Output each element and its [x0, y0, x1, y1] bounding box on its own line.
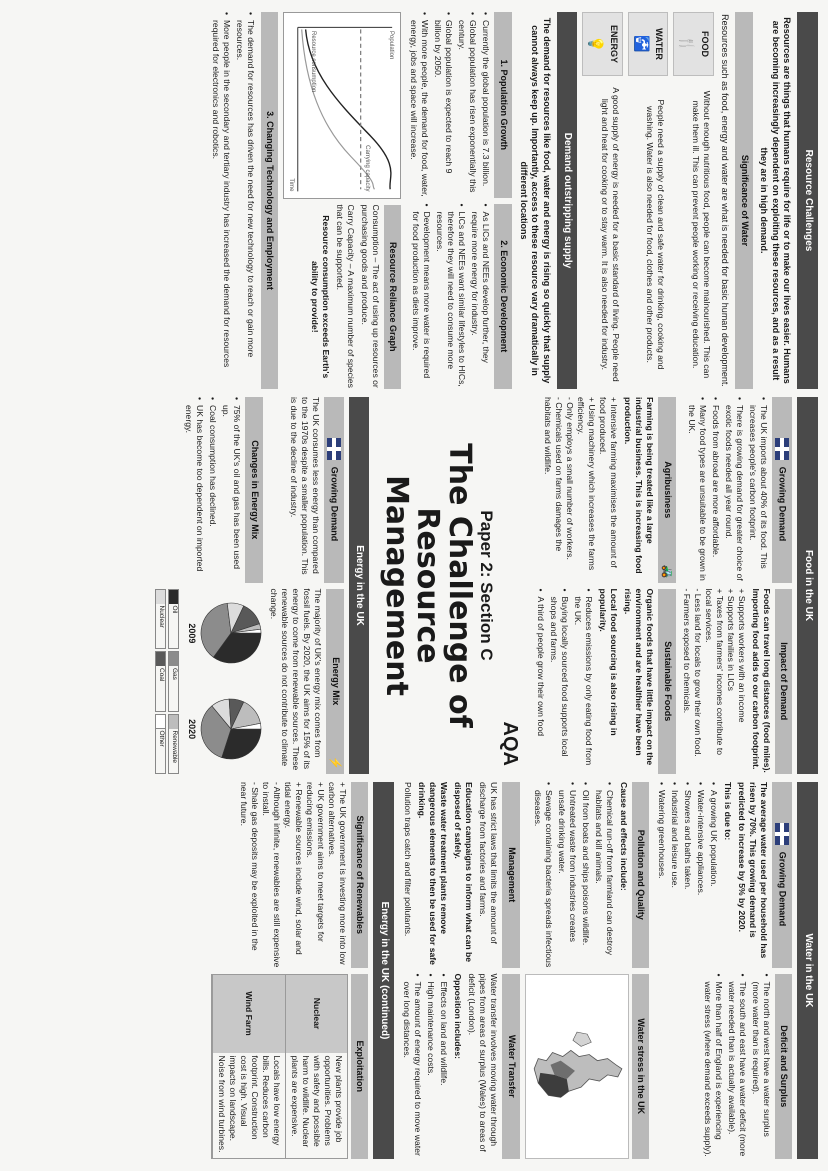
population-growth-list: [407, 12, 492, 198]
graph-label-capacity: Carrying capacity: [364, 145, 371, 192]
energy-mix-header: [326, 589, 344, 775]
swatch-renewable: [170, 715, 179, 729]
resource-challenges-intro: Resources are things that humans require for life or to make our lives easier. Humans are becoming increasingly dependent on exploiting these resources, and as a result they are in high demand.: [759, 17, 793, 384]
water-growing-title: Growing Demand: [777, 851, 788, 927]
opposition-list: [399, 974, 449, 1160]
legend-label: Nuclear: [158, 605, 166, 628]
economic-development-header: [495, 204, 513, 390]
energy-growing-text: The UK consumes less energy than compared to the 1970s despite a smaller population. This is due to the decline of industry.: [288, 397, 321, 575]
list-item: • More people in the secondary and tertiary industry has increased the demand for resources required for electronics and robotics.: [210, 12, 232, 389]
food-growing-title: Growing Demand: [777, 466, 788, 542]
food-growing-header: [772, 397, 792, 583]
swatch-nuclear: [157, 590, 166, 604]
technology-header: [261, 12, 279, 389]
demand-title: Demand outstripping supply: [562, 132, 574, 269]
list-item: • Currently the global population is 7.3 billion.: [481, 12, 492, 198]
list-item: • 75% of the UK's oil and gas has been used up.: [221, 397, 243, 583]
right-column: [10, 782, 818, 1159]
list-item: • A third of people grow their own food: [535, 589, 546, 775]
list-item: • Global population has risen exponentially this century.: [457, 12, 479, 198]
legend-label: Coal: [158, 668, 166, 682]
list-item: • High maintenance costs.: [425, 974, 436, 1160]
lightbulb-icon: 💡: [588, 35, 605, 53]
energy-changes-cell: [156, 397, 264, 583]
agribusiness-title: Agribusiness: [662, 461, 673, 519]
transfer-cell: [399, 974, 520, 1160]
list-item: • With more people, the demand for food, water, energy, jobs and space will increase.: [409, 12, 431, 198]
food-row-1: [681, 397, 793, 774]
water-text: People need a supply of clean and safe water for drinking, cooking and washing. Water is also needed for food, clothes and other products.: [645, 99, 667, 370]
growth-row: [407, 12, 513, 389]
list-item: • The south and east have a water deficit (more water needed than is actually available).: [726, 974, 748, 1160]
management-text-4: Pollution traps catch and filter pollutants.: [403, 782, 414, 937]
exploitation-title: Exploitation: [355, 1040, 366, 1092]
carry-capacity-definition: Carry Capacity – A maximum number of species that can be supported.: [334, 204, 356, 388]
list-item: • Sewage containing bacteria spreads infectious diseases.: [532, 782, 554, 968]
uk-water-stress-map: [525, 974, 629, 1160]
list-item: - Less land for locals to grow their own food.: [692, 588, 703, 757]
deficit-list: [700, 974, 772, 1160]
energy-text: A good supply of energy is needed for a basic standard of living. People need light and heat for cooking or to stay warm. It is also needed for industry.: [599, 87, 621, 382]
aqa-logo: AQA: [499, 721, 522, 766]
pie-chart-2009: [199, 601, 263, 665]
stress-header: [632, 974, 650, 1160]
pylon-icon: ⚡: [328, 756, 341, 770]
significance-hint: Resources such as food, energy and water are what is needed for basic human development.: [720, 14, 731, 387]
technology-list: [208, 12, 256, 389]
energy-uk-title: Energy in the UK: [354, 545, 366, 626]
list-item: • There is growing demand for greater choice of exotic foods needed all year round.: [723, 397, 745, 583]
energy-changes-header: [246, 397, 264, 583]
list-item: • UK has become too dependent on imported energy.: [184, 397, 206, 583]
energy-growing-cell: [268, 397, 344, 583]
agribusiness-cell: [533, 397, 676, 583]
energy-uk-header: [349, 397, 370, 774]
table-row-text: Locals have low energy bills. Reduces carbon footprint. Construction cost is high. Visual impacts on landscape. Noise from wind turbines.: [212, 1053, 285, 1159]
renewables-title: Significance of Renewables: [355, 815, 366, 935]
list-item: + Taxes from farmers' incomes contribute to local services.: [703, 588, 725, 755]
economic-development-list: [409, 204, 492, 390]
energy-row-1: [268, 397, 344, 774]
list-item: • Showers and baths taken.: [682, 782, 693, 968]
sustainable-foods-list: [533, 589, 594, 775]
uk-map-svg: [526, 975, 628, 1159]
renewables-cell: [211, 782, 369, 968]
pie-chart-2020: [199, 697, 263, 761]
management-header: [502, 782, 520, 968]
food-growing-cell: [681, 397, 793, 583]
resource-challenges-header: [797, 12, 818, 389]
pie-2009-wrap: [186, 601, 264, 665]
food-row-2: [533, 397, 676, 774]
paper-title: Paper 2: Section C: [476, 510, 496, 661]
list-item: - Although infinite, renewables are still expensive to install.: [260, 782, 282, 968]
reliance-row: [284, 12, 402, 389]
list-item: + UK government aims to meet targets for reducing emissions.: [304, 782, 326, 942]
list-item: + Intensive farming maximises the amount of food produced.: [598, 397, 620, 568]
list-item: - Chemicals used on farms damages the habitats and wildlife.: [543, 397, 565, 552]
middle-column: [10, 397, 818, 774]
list-item: • Foods from abroad are more affordable.: [710, 397, 721, 583]
food-impact-header: [775, 589, 793, 775]
energy-growing-header: [324, 397, 344, 583]
water-due-to: This is due to:: [723, 782, 734, 841]
reliance-graph-header: [384, 205, 402, 390]
list-item: • Effects on land and wildlife.: [438, 974, 449, 1160]
resource-reliance-graph: [284, 12, 402, 199]
water-uk-header: [797, 782, 818, 1159]
list-item: • Development means more water is required for food production as diets improve.: [411, 204, 433, 390]
energy-pies: [186, 589, 264, 775]
northern-ireland-landmass: [573, 1032, 591, 1046]
list-item: + Renewable sources include wind, solar and tidal energy.: [282, 782, 304, 955]
legend-label: Oil: [171, 605, 179, 614]
management-text-3: Waste water treatment plants remove dangerous elements to then be used for safe drinking.: [417, 782, 450, 965]
food-growing-list: [684, 397, 769, 583]
legend-oil: [169, 589, 180, 650]
exploitation-cell: [211, 974, 369, 1160]
food-impact-title: Impact of Demand: [779, 642, 790, 721]
list-item: • Untreated waste from industries creates unsafe drinking water.: [556, 782, 578, 968]
list-item: • LICs and NEEs want similar lifestyles to HICs, therefore they will need to consume more resources.: [435, 204, 468, 390]
opposition-title: Opposition includes:: [453, 973, 464, 1059]
list-item: • The UK imports about 40% of its food. This increases people's carbon footprint.: [747, 397, 769, 583]
deficit-cell: [654, 974, 792, 1160]
water-growing-intro: The average water used per household has risen by 70%. This growing demand is predicted to increase by 5% by 2020.: [737, 782, 770, 959]
pollution-intro: Cause and effects include:: [618, 782, 629, 891]
list-item: - Farmers exposed to chemicals.: [681, 588, 692, 714]
list-item: • Buying locally sourced food supports local shops and farms.: [548, 589, 570, 775]
list-item: • More than half of England is experiencing water stress (where demand exceeds supply).: [702, 974, 724, 1160]
sustainable-foods-local: Local food sourcing is also rising in popularity.: [598, 588, 620, 736]
sustainable-foods-header: [658, 589, 676, 775]
list-item: • Industrial and leisure use.: [669, 782, 680, 968]
resource-challenges-title: Resource Challenges: [803, 149, 814, 252]
energy-mix-cell: [268, 589, 344, 775]
uk-flag-icon: [327, 438, 341, 460]
list-item: • Water-intensive appliances.: [695, 782, 706, 968]
transfer-title: Water Transfer: [506, 1034, 517, 1098]
legend-label: Gas: [171, 668, 179, 680]
main-title-line-1: The Challenge of: [441, 443, 477, 728]
reliance-text-cell: [284, 205, 402, 390]
energy-growing-title: Growing Demand: [329, 466, 340, 542]
stress-cell: [525, 974, 650, 1160]
energy-cont-header: [373, 782, 394, 1159]
list-item: • The north and west have a water surplus (more water than is required).: [750, 974, 772, 1160]
food-text: Without enough nutritious food, people can become malnourished. This can make them ill. This can prevent people working or receiving education.: [690, 90, 712, 379]
sustainable-foods-cell: [533, 589, 676, 775]
transfer-text: Water transfer involves moving water through pipes from areas of surplus (Wales) to areas of deficit (London).: [467, 973, 500, 1152]
energy-cont-title: Energy in the UK (continued): [379, 901, 391, 1040]
list-item: • Watering greenhouses.: [656, 782, 667, 968]
economic-development-title: 2. Economic Development: [499, 240, 510, 353]
swatch-other: [157, 715, 166, 729]
table-row-label: Wind Farm: [212, 975, 285, 1053]
legend-other: [156, 714, 167, 775]
reliance-graph-svg: [285, 13, 401, 198]
energy-cont-row: [211, 782, 369, 1159]
energy-mix-title: Energy Mix: [330, 657, 341, 706]
management-cell: [399, 782, 520, 968]
list-item: + The UK government is investing more into low carbon alternatives.: [326, 782, 348, 965]
stress-title: Water stress in the UK: [636, 1018, 647, 1115]
table-row-label: Nuclear: [285, 975, 347, 1053]
management-text-2: Education campaigns to inform what can be disposed of safely.: [453, 782, 475, 963]
pollution-title: Pollution and Quality: [636, 829, 647, 920]
population-growth-cell: [407, 12, 513, 198]
water-row-1: [654, 782, 792, 1159]
agribusiness-intro: Farming is being treated like a large industrial business. This is increasing food production.: [623, 397, 656, 574]
main-title-line-2: Resource Management: [378, 475, 446, 696]
table-row-text: New plants provide job opportunities. Problems with safety and possible harm to wildlife. Nuclear plants are expensive.: [285, 1053, 347, 1159]
food-label: FOOD: [699, 31, 710, 57]
energy-row-2: [156, 397, 264, 774]
technology-title: 3. Changing Technology and Employment: [265, 111, 276, 290]
list-item: • The amount of energy required to move water over long distances.: [401, 974, 423, 1160]
reliance-graph-title: Resource Reliance Graph: [388, 241, 399, 352]
list-item: • The demand for resources has driven the need for new technology to reach or gain more resources.: [234, 12, 256, 389]
list-item: + Supports families in LICs: [725, 588, 736, 691]
list-item: • Coal consumption has declined.: [208, 397, 219, 583]
swatch-coal: [157, 652, 166, 666]
water-row-3: [399, 782, 520, 1159]
water-growing-cell: [654, 782, 792, 968]
list-item: • Many food types are unsuitable to be grown in the UK.: [686, 397, 708, 583]
energy-changes-title: Changes in Energy Mix: [250, 440, 261, 540]
exploitation-header: [351, 974, 369, 1160]
resource-water-row: [628, 12, 668, 389]
list-item: • Chemical run-off from farmland can destroy habitats and kill animals.: [593, 782, 615, 968]
pollution-cell: [525, 782, 650, 968]
uk-flag-icon: [775, 823, 789, 845]
legend-renewable: [169, 714, 180, 775]
pie-legend: [156, 589, 180, 775]
tap-icon: 🚰: [633, 35, 650, 53]
consumption-definition: Consumption – The act of using up resources or purchasing goods and produce.: [359, 204, 381, 388]
food-impact-intro: Foods can travel long distances (food miles). Importing food adds to our carbon footprint.: [750, 588, 772, 773]
tractor-icon: 🚜: [660, 564, 673, 579]
significance-header: [735, 12, 753, 389]
list-item: • Reduces emissions by only eating food from the UK.: [572, 589, 594, 775]
deficit-title: Deficit and Surplus: [779, 1025, 790, 1108]
list-item: • A growing UK population.: [708, 782, 719, 968]
legend-gas: [169, 651, 180, 712]
energy-label: ENERGY: [608, 24, 619, 63]
left-column: [10, 12, 818, 389]
water-label: WATER: [654, 28, 665, 60]
title-block: [374, 397, 528, 774]
energy-changes-list: [182, 397, 243, 583]
demand-intro: The demand for resources like food, water and energy is rising so quickly that supply cannot always keep up. Importantly, access to these resource vary dramatically in different locations: [518, 17, 552, 384]
agribusiness-list: [542, 397, 619, 583]
legend-label: Renewable: [171, 730, 179, 764]
water-row-2: [525, 782, 650, 1159]
demand-header: [557, 12, 578, 389]
resource-energy-row: [582, 12, 622, 389]
graph-label-population: Population: [388, 31, 395, 60]
water-tag: [628, 12, 668, 76]
food-impact-cell: [681, 589, 793, 775]
food-uk-header: [797, 397, 818, 774]
economic-development-cell: [407, 204, 513, 390]
cutlery-icon: 🍴: [679, 35, 696, 53]
renewables-list: [238, 782, 348, 968]
exceed-statement: Resource consumption exceeds Earth's ability to provide!: [309, 215, 331, 379]
list-item: • As LICs and NEEs develop further, they require more energy for industry.: [470, 204, 492, 390]
significance-title: Significance of Water: [739, 154, 750, 247]
energy-pies-cell: [156, 589, 264, 775]
legend-label: Other: [158, 730, 166, 747]
water-growing-header: [772, 782, 792, 968]
list-item: + Using machinery which increases the farms efficiency.: [576, 397, 598, 571]
pie-2020-wrap: [186, 697, 264, 761]
transfer-header: [502, 974, 520, 1160]
energy-tag: [582, 12, 622, 76]
pie-year-2020: 2020: [187, 719, 198, 740]
exploitation-table: [211, 974, 348, 1160]
uk-flag-icon: [775, 438, 789, 460]
sustainable-foods-intro: Organic foods that have little impact on the environment and are healthier have been rising.: [623, 588, 656, 766]
graph-label-time: Time: [288, 178, 295, 192]
swatch-gas: [170, 652, 179, 666]
resource-food-row: [673, 12, 713, 389]
list-item: + Supports workers with an income: [736, 588, 747, 723]
list-item: - Only employs a small number of workers.: [565, 397, 576, 560]
renewables-header: [351, 782, 369, 968]
legend-coal: [156, 651, 167, 712]
sustainable-foods-title: Sustainable Foods: [662, 641, 673, 722]
deficit-header: [775, 974, 793, 1160]
list-item: - Shale gas deposits may be exploited in the near future.: [238, 782, 260, 951]
management-text-1: UK has strict laws that limits the amount of discharge from factories and farms.: [478, 782, 500, 944]
management-title: Management: [506, 847, 517, 903]
water-uk-title: Water in the UK: [803, 933, 814, 1008]
list-item: • Global population is expected to reach 9 billion by 2050.: [433, 12, 455, 198]
pollution-header: [632, 782, 650, 968]
swatch-oil: [170, 590, 179, 604]
energy-mix-text: The majority of UK's energy mix comes from fossil fuels. By 2020, the UK aims for 15% of its energy to come from renewable sources. These renewable sources do not contribute to climate change.: [269, 588, 324, 771]
legend-nuclear: [156, 589, 167, 650]
list-item: • Oil from boats and ships poisons wildlife.: [580, 782, 591, 968]
population-growth-title: 1. Population Growth: [499, 59, 510, 150]
pie-year-2009: 2009: [187, 623, 198, 644]
food-uk-title: Food in the UK: [803, 549, 814, 622]
food-impact-list: [681, 589, 747, 775]
pollution-list: [530, 782, 615, 968]
population-growth-header: [495, 12, 513, 198]
food-tag: [673, 12, 713, 76]
agribusiness-header: [658, 397, 676, 583]
water-growing-list: [654, 782, 719, 968]
graph-label-resource: Resource consumption: [310, 31, 317, 93]
population-curve: [306, 29, 391, 192]
